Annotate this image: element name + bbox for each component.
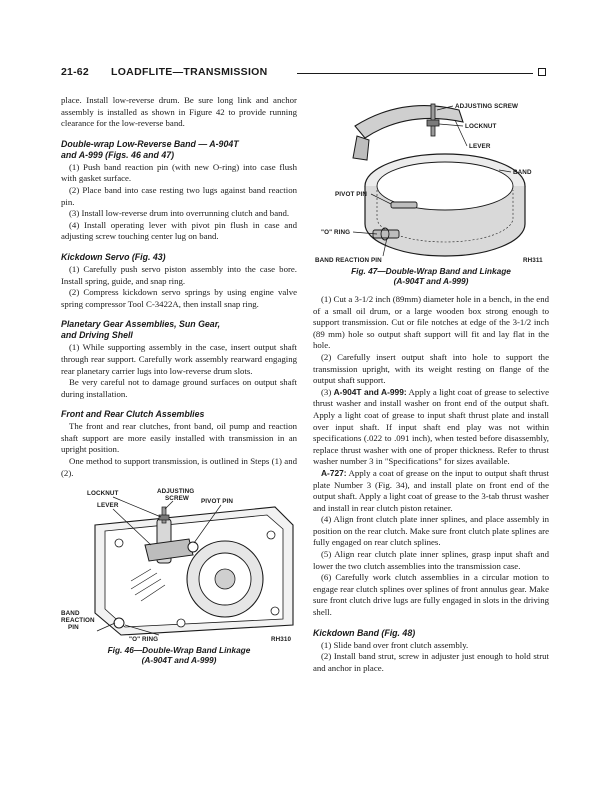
fig46-callout-adjusting: ADJUSTING (157, 488, 195, 496)
step-paragraph: (1) Cut a 3-1/2 inch (89mm) diameter hole in a bench, in the end of a small oil drum, or a large wooden box strong enough to support transmission. Cut or file notches at edge of the 3-1/2 inch (89 mm) hole so output shaft support will fit and lay flat in the hole. (313, 294, 549, 351)
fig47-figure-code: RH311 (523, 257, 543, 264)
body-paragraph: One method to support transmission, is outlined in Steps (1) and (2). (61, 456, 297, 478)
fig46-callout-locknut: LOCKNUT (87, 490, 119, 498)
fig47-callout-band-reaction-pin: BAND REACTION PIN (315, 257, 382, 264)
figure-47-band-and-linkage (313, 90, 549, 266)
step-paragraph: (3) Install low-reverse drum into overrunning clutch and band. (69, 208, 290, 219)
header-rule (297, 73, 533, 74)
step-body: Apply a coat of grease on the input to output shaft thrust plate Number 3 (Fig. 34), and install plate on front end of the output shaft. Apply a light coat of grease to the 3-tab thrust washer and install in rear clutch piston retainer. (313, 467, 549, 513)
fig47-callout-lever: LEVER (469, 143, 491, 150)
figure-47-caption-line-2: (A-904T and A-999) (393, 276, 469, 286)
step-body: Apply a light coat of grease to selective thrust washer and install washer on front end of the output shaft. Apply a light coat of grease to input shaft thrust plate and install over input shaft. If input shaft end play was not within specifications (.022 to .091 inch), when tested before disassembly, replace thrust washer with one of proper thickness. Refer to thrust washer number 3 in "Specifications" for sizes available. (313, 386, 549, 467)
fig47-callout-o-ring: "O" RING (321, 229, 351, 236)
fig47-callout-pivot-pin: PIVOT PIN (335, 191, 368, 198)
step-paragraph: (2) Carefully insert output shaft into hole to support the transmission upright, with its weight resting on flange of the output shaft support. (313, 351, 549, 386)
figure-47-caption-line-1: Fig. 47—Double-Wrap Band and Linkage (351, 266, 511, 276)
header-box-icon (538, 68, 546, 76)
step-paragraph: (5) Align rear clutch plate inner splines, grasp input shaft and lower the two clutch assemblies into the transmission case. (313, 549, 549, 571)
step-paragraph-a904t (313, 387, 549, 468)
caution-paragraph: Be very careful not to damage ground surfaces on output shaft during installation. (61, 377, 297, 399)
step-paragraph: (1) Push band reaction pin (with new O-ring) into case flush with gasket surface. (61, 161, 297, 184)
fig47-callout-locknut: LOCKNUT (465, 123, 497, 130)
step-paragraph: (1) Slide band over front clutch assembly. (321, 639, 469, 650)
step-number: (3) (321, 386, 334, 397)
section-title: LOADFLITE—TRANSMISSION (111, 66, 268, 78)
step-paragraph: (1) While supporting assembly in the case, insert output shaft through rear support. Carefully work assembly rearward engaging rear planetary carrier lugs into low-reverse drum slots. (61, 342, 297, 376)
fig47-callout-band: BAND (513, 169, 532, 176)
fig46-callout-pivot-pin: PIVOT PIN (201, 498, 234, 506)
fig46-callout-o-ring: "O" RING (129, 636, 159, 644)
fig46-callout-reaction: REACTION (61, 617, 95, 625)
fig46-callout-band: BAND (61, 610, 80, 618)
figure-46-caption-line-2: (A-904T and A-999) (141, 655, 217, 666)
page-number: 21-62 (61, 66, 89, 78)
model-label-a727: A-727: (321, 467, 347, 478)
left-column (61, 95, 297, 665)
fig46-callout-pin: PIN (68, 624, 79, 632)
step-paragraph: (2) Install band strut, screw in adjuster just enough to hold strut and anchor in place. (313, 651, 549, 673)
heading-line-2: and A-999 (Figs. 46 and 47) (61, 149, 175, 160)
step-paragraph: (4) Align front clutch plate inner splines, and place assembly in position on the rear clutch. Make sure front clutch plate splines are fully engaged on rear clutch splines. (313, 514, 549, 548)
heading-planetary-gear (61, 319, 297, 341)
step-paragraph: (2) Place band into case resting two lugs against band reaction pin. (61, 184, 297, 207)
heading-kickdown-servo: Kickdown Servo (Fig. 43) (61, 251, 166, 262)
model-label-a904t: A-904T and A-999: (333, 386, 407, 397)
figure-46-band-linkage (61, 485, 297, 645)
fig46-callout-lever: LEVER (97, 502, 119, 510)
fig46-callout-screw: SCREW (165, 495, 189, 503)
page-header (61, 66, 545, 82)
step-paragraph: (4) Install operating lever with pivot pin flush in case and adjusting screw touching center lug on band. (61, 219, 297, 242)
heading-line-1: Double-wrap Low-Reverse Band — A-904T (61, 138, 239, 149)
right-column (313, 90, 549, 674)
step-paragraph-a727 (313, 468, 549, 514)
step-paragraph: (1) Carefully push servo piston assembly into the case bore. Install spring, guide, and snap ring. (61, 263, 297, 286)
heading-double-wrap-band (61, 139, 297, 161)
intro-paragraph: place. Install low-reverse drum. Be sure long link and anchor assembly is installed as shown in Figure 42 to provide running clearance for the low-reverse band. (61, 95, 297, 129)
fig46-figure-code: RH310 (271, 636, 292, 644)
figure-46-caption-line-1: Fig. 46—Double-Wrap Band Linkage (107, 645, 251, 656)
step-paragraph: (2) Compress kickdown servo springs by using engine valve spring compressor Tool C-3422A, then install snap ring. (61, 287, 297, 309)
fig47-callout-adjusting-screw: ADJUSTING SCREW (455, 103, 519, 110)
heading-line-2: and Driving Shell (61, 330, 133, 341)
body-paragraph: The front and rear clutches, front band, oil pump and reaction shaft support are more easily installed with transmission in an upright position. (61, 421, 297, 455)
heading-line-1: Planetary Gear Assemblies, Sun Gear, (61, 319, 221, 330)
heading-clutch-assemblies: Front and Rear Clutch Assemblies (61, 409, 205, 420)
heading-kickdown-band: Kickdown Band (Fig. 48) (313, 627, 416, 638)
step-paragraph: (6) Carefully work clutch assemblies in a circular motion to engage rear clutch splines over splines of front annulus gear. Make sure front clutch drive lugs are fully engaged in slots in the driving shell. (313, 572, 549, 618)
